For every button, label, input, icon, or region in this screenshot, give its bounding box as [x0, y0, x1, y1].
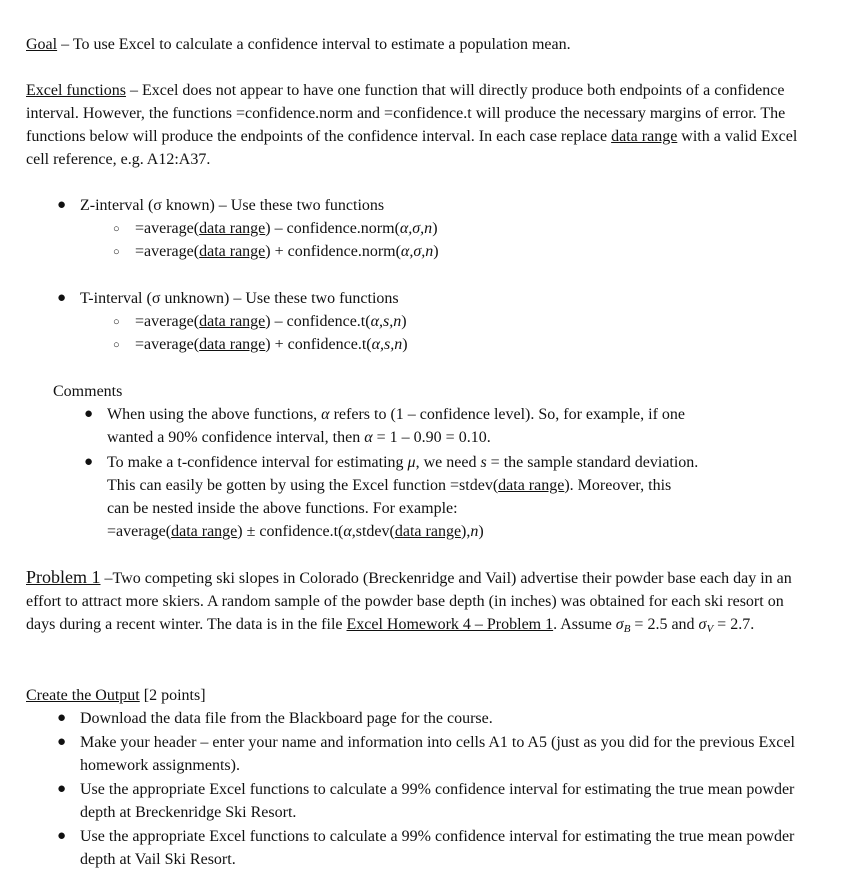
- n-symbol: n: [470, 523, 479, 540]
- circle-bullet-icon: ○: [113, 223, 120, 235]
- z-formula-lower: [113, 217, 439, 240]
- problem-1-file-link[interactable]: Excel Homework 4 – Problem 1: [346, 616, 554, 633]
- excel-functions-data-range: data range: [611, 128, 678, 145]
- formula-range: data range: [199, 243, 266, 260]
- circle-bullet-icon: ○: [113, 246, 120, 258]
- formula-args: α,σ,n: [400, 243, 434, 260]
- comment-item-2: [84, 451, 807, 543]
- formula-prefix: =average(: [135, 336, 200, 353]
- problem-1-text-1: –Two competing ski slopes in Colorado (Breckenridge and Vail) advertise their powder base each day in an effort to attract more skiers. A random sample of the powder base depth (in inches) was obtained for each ski resort on days during a recent winter. The data is in the file: [26, 570, 792, 633]
- formula-range: data range: [199, 313, 266, 330]
- t-interval-heading: T-interval (σ unknown) – Use these two functions: [80, 290, 399, 307]
- comments-list: [84, 403, 807, 543]
- bullet-icon: ●: [57, 290, 67, 306]
- comment-item-1: [84, 403, 807, 449]
- subscript-v: V: [706, 623, 714, 635]
- formula-prefix: =average(: [135, 243, 200, 260]
- formula-op: ) + confidence.norm(: [265, 243, 401, 260]
- z-interval-heading: Z-interval (σ known) – Use these two functions: [80, 197, 385, 214]
- formula-args: α,σ,n: [399, 220, 433, 237]
- formula-range: data range: [199, 220, 266, 237]
- problem-1-label: Problem 1: [26, 567, 101, 587]
- z-interval-list: [57, 194, 439, 263]
- s-symbol: s: [480, 454, 487, 471]
- t-formula-lower: [113, 310, 408, 333]
- comment-text: ). Moreover, this: [564, 477, 672, 494]
- formula-range: data range: [199, 336, 266, 353]
- formula-prefix: =average(: [135, 220, 200, 237]
- bullet-icon: ●: [84, 406, 94, 422]
- formula-suffix: ): [478, 523, 484, 540]
- alpha-symbol: α: [364, 429, 373, 446]
- formula-args: α,s,n: [371, 336, 403, 353]
- formula-range: data range: [171, 523, 238, 540]
- formula-range: data range: [498, 477, 565, 494]
- excel-functions-text-2: with a valid Excel cell reference, e.g. A12:A37.: [26, 128, 798, 168]
- formula-range: data range: [394, 523, 462, 540]
- goal-text: – To use Excel to calculate a confidence interval to estimate a population mean.: [57, 36, 571, 53]
- formula-op: ,stdev(: [351, 523, 395, 540]
- comment-text: can be nested inside the above functions. For example:: [107, 500, 458, 517]
- output-item-text: Make your header – enter your name and information into cells A1 to A5 (just as you did for the previous Excel homework assignments).: [80, 734, 795, 774]
- bullet-icon: ●: [57, 828, 67, 844]
- mu-symbol: μ: [407, 454, 416, 471]
- problem-1-text-2: . Assume: [553, 616, 616, 633]
- output-item: [57, 825, 810, 871]
- formula-op: ),: [461, 523, 471, 540]
- comment-text: = 1 – 0.90 = 0.10.: [372, 429, 491, 446]
- goal-label: Goal: [26, 36, 58, 53]
- bullet-icon: ●: [57, 734, 67, 750]
- output-item: [57, 707, 810, 730]
- problem-1-text: = 2.7.: [713, 616, 755, 633]
- formula-suffix: ): [432, 220, 438, 237]
- excel-functions-text-1: – Excel does not appear to have one function that will directly produce both endpoints of a confidence interval. However, the functions =confidence.norm and =confidence.t will produce the necessary margins of error. The functions below will produce the endpoints of the confidence interval. In each case replace: [26, 82, 786, 145]
- z-interval-item: [57, 194, 439, 217]
- output-item: [57, 778, 810, 824]
- nested-example-formula: [107, 520, 807, 543]
- problem-1-paragraph: [26, 566, 796, 641]
- problem-1-text: = 2.5 and: [630, 616, 699, 633]
- formula-suffix: ): [433, 243, 439, 260]
- alpha-symbol: α: [321, 406, 330, 423]
- excel-functions-paragraph: [26, 79, 816, 171]
- t-formula-upper: [113, 333, 408, 356]
- formula-op: ) – confidence.t(: [265, 313, 371, 330]
- comment-text: When using the above functions,: [107, 406, 322, 423]
- comment-text: This can easily be gotten by using the Excel function =stdev(: [107, 477, 499, 494]
- t-interval-list: [57, 287, 408, 356]
- comment-text: = the sample standard deviation.: [486, 454, 699, 471]
- output-points: [2 points]: [139, 687, 206, 704]
- t-interval-item: [57, 287, 408, 310]
- goal-paragraph: [26, 33, 816, 56]
- formula-op: ) – confidence.norm(: [265, 220, 400, 237]
- output-item-text: Use the appropriate Excel functions to calculate a 99% confidence interval for estimating the true mean powder depth at Vail Ski Resort.: [80, 828, 795, 868]
- formula-op: ) ± confidence.t(: [237, 523, 344, 540]
- output-item-text: Use the appropriate Excel functions to calculate a 99% confidence interval for estimating the true mean powder depth at Breckenridge Ski Resort.: [80, 781, 795, 821]
- formula-suffix: ): [402, 336, 408, 353]
- sigma-symbol: σ: [615, 616, 624, 633]
- circle-bullet-icon: ○: [113, 339, 120, 351]
- comment-text: , we need: [415, 454, 481, 471]
- circle-bullet-icon: ○: [113, 316, 120, 328]
- bullet-icon: ●: [57, 710, 67, 726]
- output-item-text: Download the data file from the Blackboard page for the course.: [80, 710, 493, 727]
- sigma-symbol: σ: [698, 616, 707, 633]
- output-label: Create the Output: [26, 687, 140, 704]
- formula-prefix: =average(: [135, 313, 200, 330]
- comment-text: To make a t-confidence interval for estimating: [107, 454, 408, 471]
- bullet-icon: ●: [57, 781, 67, 797]
- formula-suffix: ): [401, 313, 407, 330]
- output-heading: [26, 684, 206, 707]
- alpha-symbol: α: [343, 523, 352, 540]
- formula-op: ) + confidence.t(: [265, 336, 372, 353]
- comment-text: wanted a 90% confidence interval, then: [107, 429, 365, 446]
- formula-prefix: =average(: [107, 523, 172, 540]
- output-list: [57, 707, 810, 871]
- comment-text: refers to (1 – confidence level). So, for example, if one: [329, 406, 685, 423]
- excel-functions-label: Excel functions: [26, 82, 126, 99]
- bullet-icon: ●: [57, 197, 67, 213]
- formula-args: α,s,n: [370, 313, 402, 330]
- z-formula-upper: [113, 240, 439, 263]
- subscript-b: B: [623, 623, 631, 635]
- output-item: [57, 731, 810, 777]
- comments-heading: Comments: [53, 383, 123, 400]
- bullet-icon: ●: [84, 454, 94, 470]
